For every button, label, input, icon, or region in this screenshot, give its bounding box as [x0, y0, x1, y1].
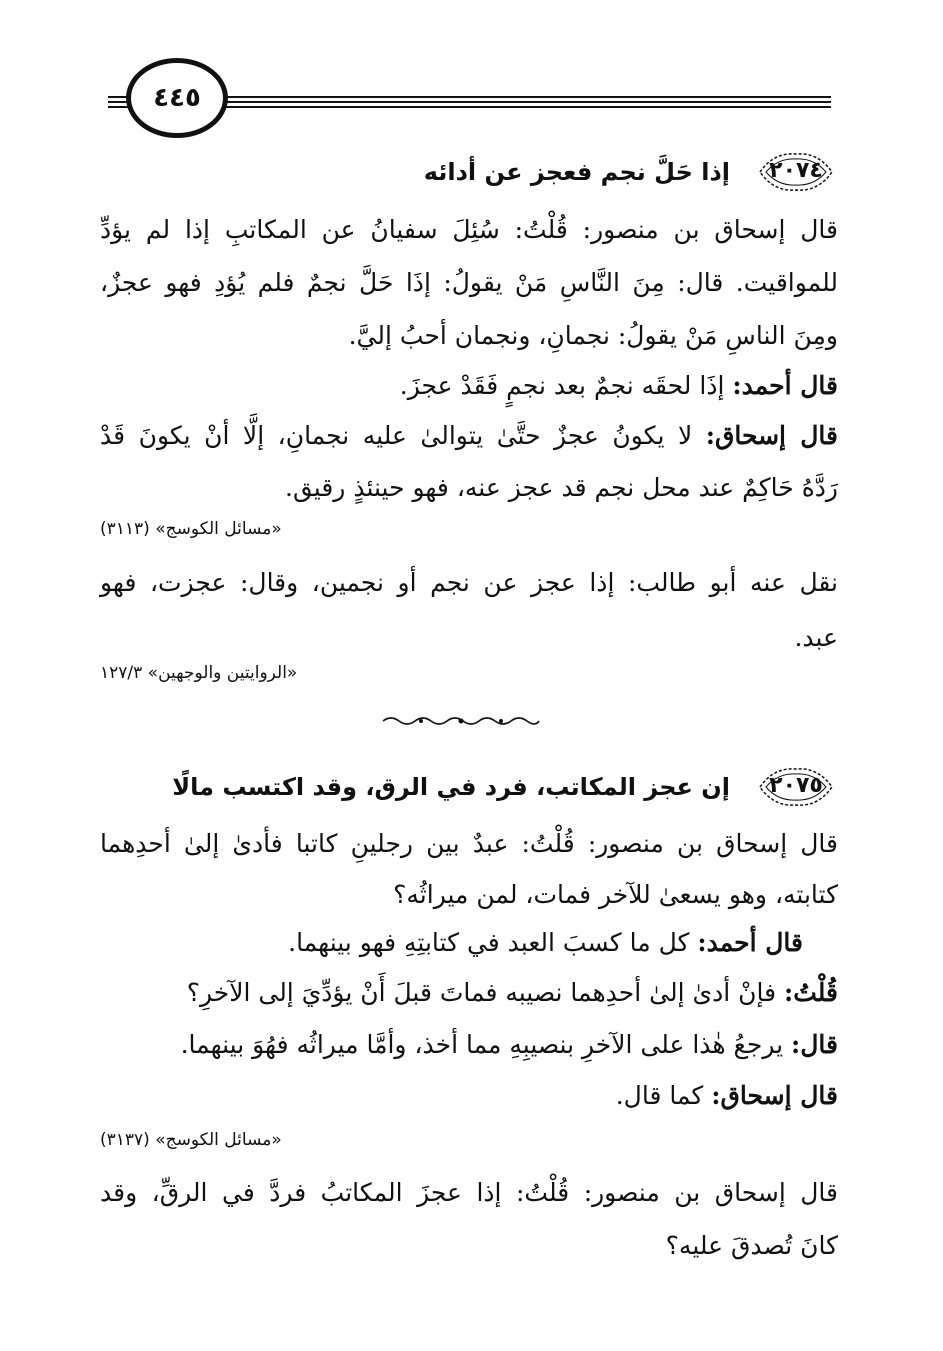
statement-text: كما قال. [615, 1081, 704, 1110]
ishaq-statement [100, 418, 838, 454]
section-heading [172, 765, 838, 809]
section-divider-ornament [381, 714, 541, 728]
statement-text: لا يكونُ عجزٌ حتَّىٰ يتوالىٰ عليه نجمانِ، إلَّا أنْ يكونَ قَدْ [100, 421, 693, 450]
text-line: نقل عنه أبو طالب: إذا عجز عن نجم أو نجمين، وقال: عجزت، فهو [100, 568, 838, 597]
speaker-label: قال إسحاق: [705, 421, 839, 450]
answer-statement [181, 1027, 838, 1063]
source-citation: «مسائل الكوسج» (٣١٣٧) [100, 1130, 282, 1150]
speaker-label: قال: [791, 1030, 838, 1059]
speaker-label: قُلْتُ: [783, 978, 838, 1007]
question-statement [187, 975, 838, 1011]
text-line: كتابته، وهو يسعىٰ للآخر فمات، لمن ميراثُه؟ [393, 880, 838, 909]
ishaq-statement [616, 1078, 838, 1114]
text-line: قال إسحاق بن منصور: قُلْتُ: عبدٌ بين رجلينِ كاتبا فأدىٰ إلىٰ أحدِهما [100, 829, 838, 858]
section-title: إن عجز المكاتب، فرد في الرق، وقد اكتسب مالًا [172, 773, 730, 801]
speaker-label: قال إسحاق: [711, 1081, 838, 1110]
statement-text: كل ما كسبَ العبد في كتابتِهِ فهو بينهما. [288, 928, 690, 957]
ahmad-statement [288, 925, 803, 961]
text-line: رَدَّهُ حَاكِمٌ عند محل نجم قد عجز عنه، فهو حينئذٍ رقيق. [285, 473, 838, 502]
section-number: ٢٠٧٤ [769, 158, 823, 183]
statement-text: فإنْ أدىٰ إلىٰ أحدِهما نصيبه فماتَ قبلَ أَنْ يؤدِّيَ إلى الآخرِ؟ [186, 978, 777, 1007]
text-line: عبد. [794, 623, 838, 652]
section-number-badge [754, 150, 838, 194]
text-line: للمواقيت. قال: مِنَ النَّاسِ مَنْ يقولُ: إذَا حَلَّ نجمٌ فلم يُؤدِ فهو عجزٌ، [100, 268, 838, 297]
section-number-badge [754, 765, 838, 809]
text-line: قال إسحاق بن منصور: قُلْتُ: إذا عجزَ المكاتبُ فردَّ في الرقِّ، وقد [100, 1178, 838, 1207]
text-line: كانَ تُصدقَ عليه؟ [665, 1231, 838, 1260]
text-line: ومِنَ الناسِ مَنْ يقولُ: نجمانِ، ونجمان أحبُ إليَّ. [348, 321, 838, 350]
speaker-label: قال أحمد: [697, 928, 803, 957]
statement-text: يرجعُ هٰذا على الآخرِ بنصيبِهِ مما أخذ، وأمَّا ميراثُه فهُوَ بينهما. [180, 1030, 784, 1059]
ahmad-statement [400, 368, 838, 404]
section-title: إذا حَلَّ نجم فعجز عن أدائه [423, 158, 730, 186]
source-citation: «الروايتين والوجهين» ١٢٧/٣ [100, 663, 298, 683]
section-number: ٢٠٧٥ [769, 773, 823, 798]
text-line: قال إسحاق بن منصور: قُلْتُ: سُئِلَ سفيانُ عن المكاتبِ إذا لم يؤدِّ [100, 215, 838, 244]
statement-text: إذَا لحقَه نجمٌ بعد نجمٍ فَقَدْ عجزَ. [399, 371, 725, 400]
page-number: ٤٤٥ [126, 58, 228, 138]
speaker-label: قال أحمد: [732, 371, 838, 400]
section-heading [424, 150, 838, 194]
source-citation: «مسائل الكوسج» (٣١١٣) [100, 519, 282, 539]
